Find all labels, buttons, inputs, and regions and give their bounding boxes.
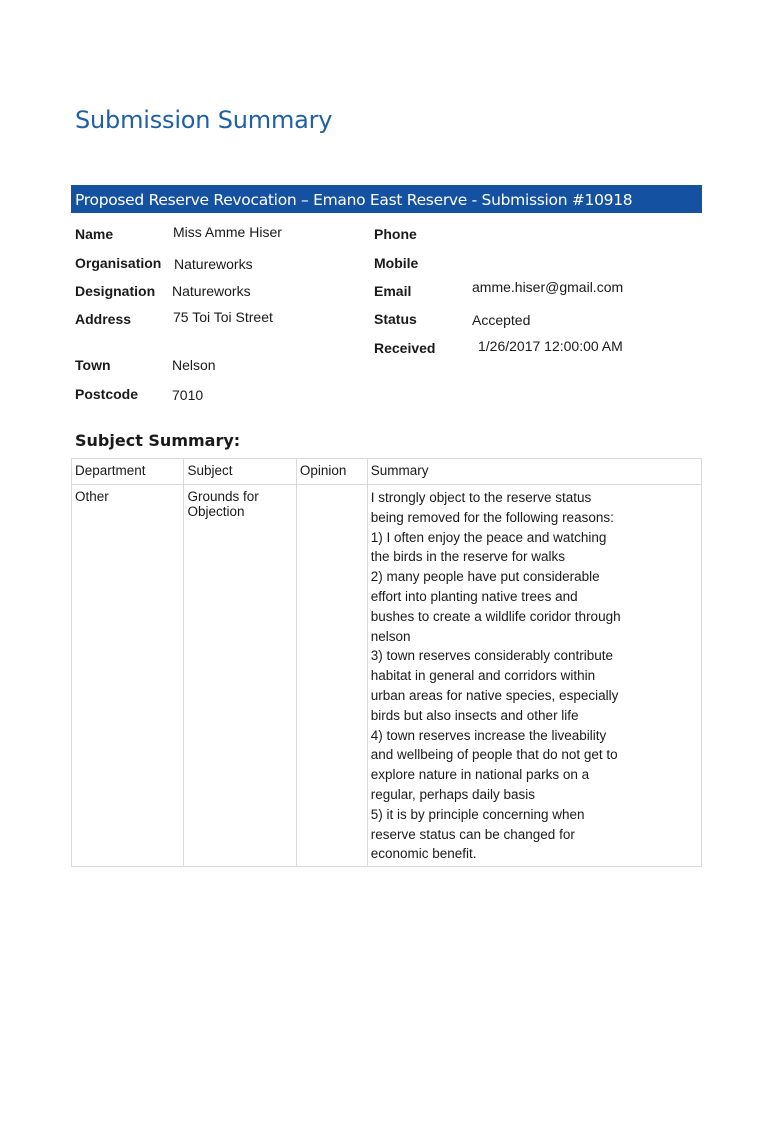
email-label: Email (374, 283, 412, 299)
subject-cell (184, 485, 296, 867)
summary-line: 1) I often enjoy the peace and watching (370, 529, 607, 545)
summary-line: the birds in the reserve for walks (370, 549, 566, 565)
summary-line: reserve status can be changed for (370, 826, 575, 842)
address-value: 75 Toi Toi Street (173, 309, 273, 325)
subject-header: Subject (184, 459, 296, 485)
summary-line: 2) many people have put considerable (370, 569, 600, 585)
opinion-cell (296, 485, 367, 867)
subject-line: Grounds for (187, 489, 259, 504)
summary-line: 4) town reserves increase the liveability (370, 727, 607, 743)
town-label: Town (75, 357, 111, 373)
subject-summary-heading: Subject Summary: (75, 431, 241, 450)
name-value: Miss Amme Hiser (173, 224, 282, 240)
received-value: 1/26/2017 12:00:00 AM (478, 338, 623, 354)
summary-line: bushes to create a wildlife coridor through (370, 608, 621, 624)
summary-line: being removed for the following reasons: (370, 509, 614, 525)
summary-line: nelson (370, 628, 411, 644)
submission-banner: Proposed Reserve Revocation – Emano East Reserve - Submission #10918 (71, 185, 702, 213)
opinion-header: Opinion (296, 459, 367, 485)
summary-line: I strongly object to the reserve status (370, 490, 592, 505)
department-cell: Other (72, 485, 184, 867)
town-value: Nelson (172, 357, 216, 373)
postcode-label: Postcode (75, 386, 139, 402)
organisation-label: Organisation (75, 255, 162, 271)
designation-value: Natureworks (172, 283, 251, 299)
summary-line: 3) town reserves considerably contribute (370, 648, 614, 664)
summary-cell (367, 485, 701, 867)
subject-line: Objection (187, 504, 245, 519)
designation-label: Designation (75, 283, 156, 299)
subject-summary-table (71, 458, 702, 867)
received-label: Received (374, 340, 436, 356)
department-header: Department (72, 459, 184, 485)
summary-line: birds but also insects and other life (370, 707, 579, 723)
summary-line: and wellbeing of people that do not get to (370, 747, 618, 763)
table-header-row (72, 459, 702, 485)
summary-line: urban areas for native species, especially (370, 687, 619, 703)
summary-line: explore nature in national parks on a (370, 767, 590, 783)
summary-line: economic benefit. (370, 846, 477, 862)
organisation-value: Natureworks (174, 256, 253, 272)
name-label: Name (75, 226, 114, 242)
phone-label: Phone (374, 226, 417, 242)
page-title: Submission Summary (75, 106, 333, 134)
email-value: amme.hiser@gmail.com (472, 279, 624, 295)
summary-line: regular, perhaps daily basis (370, 786, 536, 802)
postcode-value: 7010 (172, 387, 204, 403)
summary-line: effort into planting native trees and (370, 588, 578, 604)
table-row (72, 485, 702, 867)
status-label: Status (374, 311, 417, 327)
status-value: Accepted (472, 312, 531, 328)
address-label: Address (75, 311, 132, 327)
summary-header: Summary (367, 459, 701, 485)
mobile-label: Mobile (374, 255, 419, 271)
summary-line: habitat in general and corridors within (370, 668, 596, 684)
summary-line: 5) it is by principle concerning when (370, 806, 585, 822)
